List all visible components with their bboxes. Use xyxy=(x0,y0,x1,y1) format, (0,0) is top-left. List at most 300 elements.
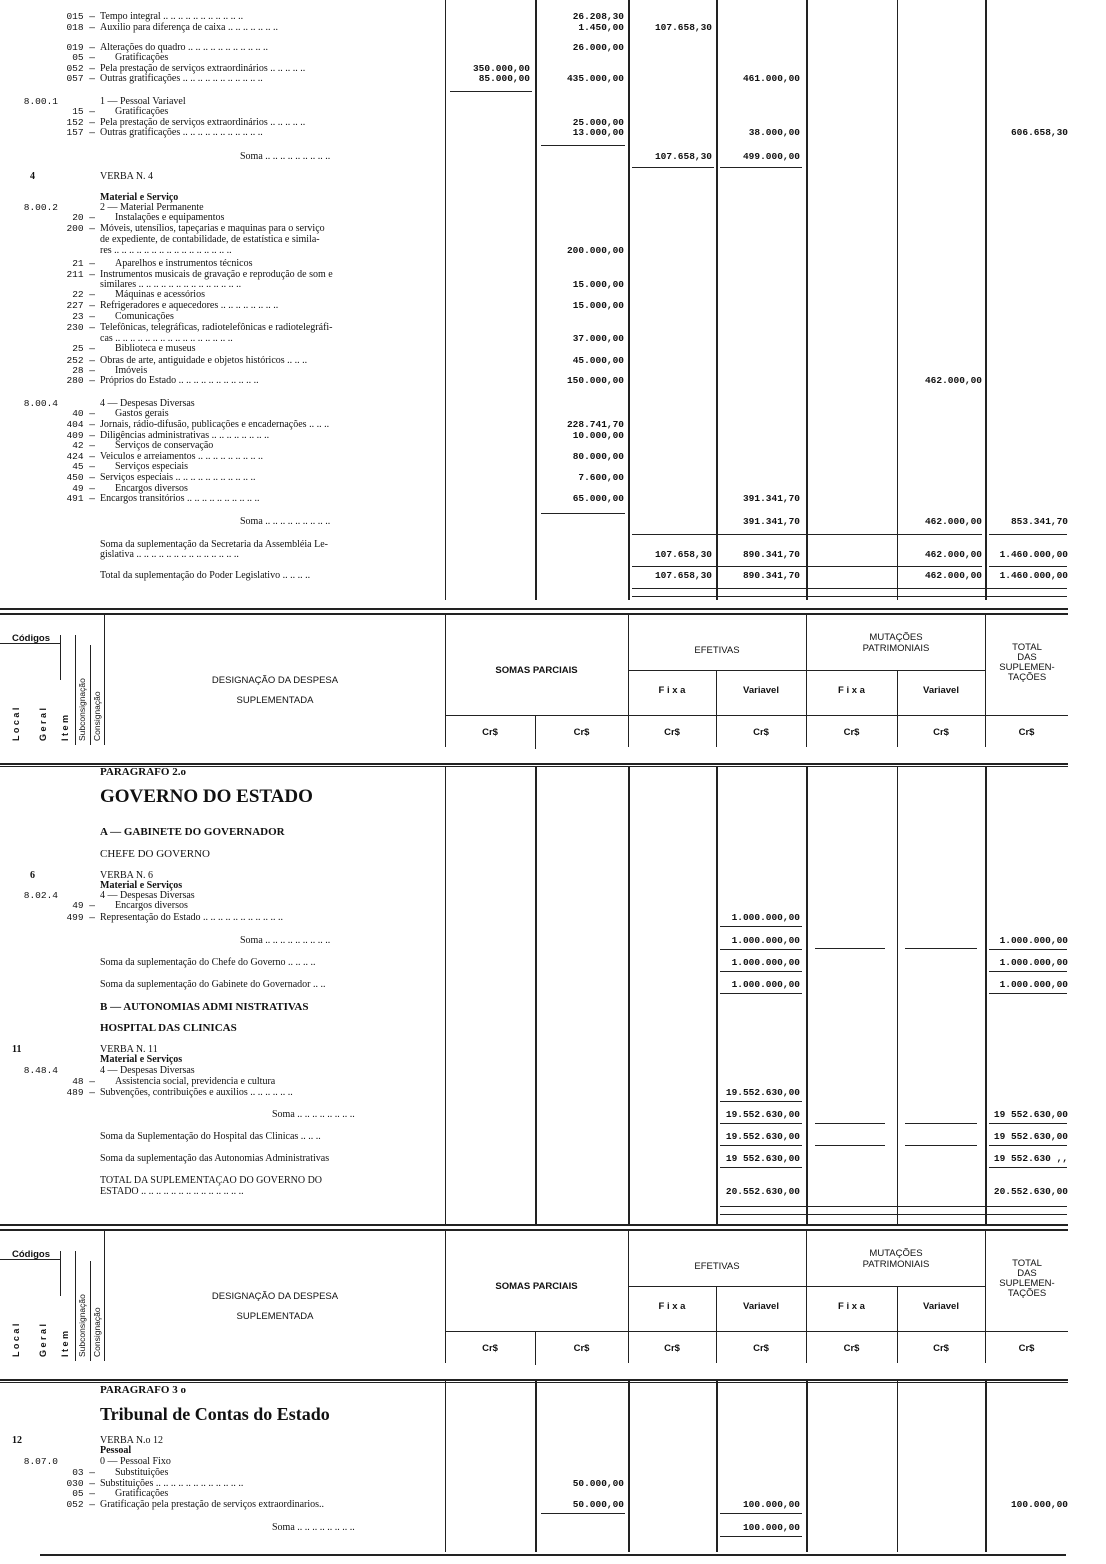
header-divider xyxy=(75,635,76,745)
line-text: Substituições .. .. .. .. .. .. .. .. .. .. .. .. xyxy=(100,1478,244,1489)
header-designacao: SUPLEMENTADA xyxy=(236,1311,314,1322)
value-total: 19 552.630 ,, xyxy=(993,1153,1068,1164)
sum-line xyxy=(989,1167,1067,1168)
section-border xyxy=(0,1229,1068,1231)
verba-heading: VERBA N. 11 xyxy=(100,1044,158,1055)
header-total: SUPLEMEN- xyxy=(999,1278,1055,1289)
sum-line xyxy=(720,949,802,950)
value-total: 1.000.000,00 xyxy=(999,935,1068,946)
value-sp2: 200.000,00 xyxy=(566,245,624,256)
line-text: Imóveis xyxy=(115,365,148,376)
header-currency: Cr$ xyxy=(1018,1343,1035,1354)
item-code: 21 — xyxy=(72,258,95,269)
item-code: 22 — xyxy=(72,289,95,300)
line-text: Gratificações xyxy=(115,106,169,117)
value-evar: 19 552.630,00 xyxy=(725,1153,800,1164)
item-code: 018 — xyxy=(66,22,95,33)
line-text: Máquinas e acessórios xyxy=(115,289,205,300)
sum-line xyxy=(989,971,1067,972)
divider xyxy=(628,0,630,600)
value-sp2: 228.741,70 xyxy=(566,419,624,430)
item-code: 49 — xyxy=(72,900,95,911)
header-line xyxy=(628,715,1068,716)
sum-line xyxy=(632,596,1067,597)
line-text: Subvenções, contribuições e auxilios .. .. .. .. .. .. xyxy=(100,1087,293,1098)
item-code: 057 — xyxy=(66,73,95,84)
value-evar: 1.000.000,00 xyxy=(731,979,800,990)
subsection-heading: HOSPITAL DAS CLINICAS xyxy=(100,1022,237,1034)
header-fixa: F i x a xyxy=(838,1301,865,1312)
section-title: GOVERNO DO ESTADO xyxy=(100,786,313,807)
line-text: Diligências administrativas .. .. .. .. .. .. .. .. xyxy=(100,430,270,441)
item-code: 157 — xyxy=(66,127,95,138)
line-text: cas .. .. .. .. .. .. .. .. .. .. .. .. .. .. .. .. xyxy=(100,333,233,344)
divider xyxy=(535,1380,537,1552)
item-code: 23 — xyxy=(72,311,95,322)
line-text: Alterações do quadro .. .. .. .. .. .. .. .. .. .. .. xyxy=(100,42,269,53)
value-evar: 38.000,00 xyxy=(748,127,800,138)
item-code: 499 — xyxy=(66,912,95,923)
line-text: ESTADO .. .. .. .. .. .. .. .. .. .. .. .. .. .. xyxy=(100,1186,244,1197)
item-code: 252 — xyxy=(66,355,95,366)
value-evar: 19.552.630,00 xyxy=(725,1109,800,1120)
item-code: 019 — xyxy=(66,42,95,53)
item-code: 211 — xyxy=(66,269,95,280)
item-code: 052 — xyxy=(66,1499,95,1510)
sum-line xyxy=(815,948,885,949)
item-code: 152 — xyxy=(66,117,95,128)
value-sp2: 150.000,00 xyxy=(566,375,624,386)
value-evar: 1.000.000,00 xyxy=(731,957,800,968)
header-designacao: SUPLEMENTADA xyxy=(236,695,314,706)
line-text: similares .. .. .. .. .. .. .. .. .. .. .. .. .. .. xyxy=(100,279,242,290)
local-code: 4 xyxy=(30,171,35,182)
header-fixa: F i x a xyxy=(838,685,865,696)
header-currency: Cr$ xyxy=(933,1343,949,1354)
item-code: 49 — xyxy=(72,483,95,494)
header-mutacoes: PATRIMONIAIS xyxy=(862,1259,930,1270)
line-text: res .. .. .. .. .. .. .. .. .. .. .. .. .. .. .. .. xyxy=(100,245,232,256)
header-total: TOTAL xyxy=(1012,642,1042,653)
line-text: Instrumentos musicais de gravação e reprodução de som e xyxy=(100,269,333,280)
sum-line xyxy=(720,971,802,972)
sum-line xyxy=(541,145,625,146)
sum-line xyxy=(989,993,1067,994)
local-code: 12 xyxy=(12,1435,22,1446)
line-text: gislativa .. .. .. .. .. .. .. .. .. .. .. .. .. .. xyxy=(100,549,239,560)
divider xyxy=(985,766,987,1226)
value-sp2: 26.208,30 xyxy=(572,11,624,22)
verba-heading: VERBA N.o 12 xyxy=(100,1435,164,1446)
header-designacao: DESIGNAÇÃO DA DESPESA xyxy=(211,1291,339,1302)
value-total: 19 552.630,00 xyxy=(993,1109,1068,1120)
section-border xyxy=(0,613,1068,615)
value-evar: 19.552.630,00 xyxy=(725,1087,800,1098)
header-currency: Cr$ xyxy=(573,727,590,738)
item-code: 25 — xyxy=(72,343,95,354)
header-local: L o c a l xyxy=(11,1323,21,1357)
header-variavel: Variavel xyxy=(923,685,959,696)
value-evar: 100.000,00 xyxy=(742,1522,800,1533)
value-sp2: 50.000,00 xyxy=(572,1478,624,1489)
divider xyxy=(806,1380,808,1552)
line-text: Soma da suplementação das Autonomias Administrativas xyxy=(100,1153,330,1164)
page-bottom-border xyxy=(40,1554,1066,1556)
header-geral: G e r a l xyxy=(38,1323,48,1357)
line-text: Representação do Estado .. .. .. .. .. .. .. .. .. .. .. xyxy=(100,912,284,923)
local-code: 11 xyxy=(12,1044,22,1055)
item-code: 45 — xyxy=(72,461,95,472)
line-text: Veiculos e arreiamentos .. .. .. .. .. .. .. .. .. xyxy=(100,451,264,462)
sum-line xyxy=(541,513,625,514)
header-divider xyxy=(104,615,105,745)
value-mfix: 462.000,00 xyxy=(924,549,982,560)
value-evar: 20.552.630,00 xyxy=(725,1186,800,1197)
geral-code: 8.07.0 xyxy=(23,1456,58,1467)
sum-line xyxy=(720,1145,802,1146)
item-code: 424 — xyxy=(66,451,95,462)
line-text: Substituições xyxy=(115,1467,169,1478)
verba-heading: VERBA N. 6 xyxy=(100,870,154,881)
item-code: 489 — xyxy=(66,1087,95,1098)
header-currency: Cr$ xyxy=(753,727,769,738)
header-local: L o c a l xyxy=(11,707,21,741)
line-text: Próprios do Estado .. .. .. .. .. .. .. .. .. .. .. xyxy=(100,375,259,386)
soma-label: Soma .. .. .. .. .. .. .. .. .. xyxy=(240,516,331,527)
section-border xyxy=(0,1224,1068,1226)
sum-line xyxy=(632,167,714,168)
line-text: Comunicações xyxy=(115,311,174,322)
value-efix: 107.658,30 xyxy=(654,549,712,560)
line-text: Material e Serviço xyxy=(100,192,179,203)
header-mutacoes: MUTAÇÕES xyxy=(869,1248,923,1259)
divider xyxy=(535,0,537,600)
line-text: 4 — Despesas Diversas xyxy=(100,890,195,901)
sum-line xyxy=(720,993,802,994)
header-variavel: Variavel xyxy=(743,685,779,696)
geral-code: 8.00.2 xyxy=(23,202,58,213)
value-sp2: 15.000,00 xyxy=(572,279,624,290)
item-code: 42 — xyxy=(72,440,95,451)
sum-line xyxy=(720,1536,802,1537)
header-subconsignacao: Subconsignação xyxy=(77,1294,87,1357)
line-text: Pela prestação de serviços extraordinários .. .. .. .. .. xyxy=(100,63,306,74)
header-line xyxy=(628,670,986,671)
line-text: Biblioteca e museus xyxy=(115,343,196,354)
divider xyxy=(985,1380,987,1552)
header-consignacao: Consignação xyxy=(92,1307,102,1357)
header-currency: Cr$ xyxy=(482,1343,498,1354)
header-designacao: DESIGNAÇÃO DA DESPESA xyxy=(211,675,339,686)
header-currency: Cr$ xyxy=(482,727,498,738)
value-evar: 391.341,70 xyxy=(742,493,800,504)
value-efix: 107.658,30 xyxy=(654,22,712,33)
line-text: Telefônicas, telegráficas, radiotelefônicas e radiotelegráfi- xyxy=(100,322,333,333)
item-code: 450 — xyxy=(66,472,95,483)
line-text: Soma da suplementação do Chefe do Governo .. .. .. .. xyxy=(100,957,316,968)
sum-line xyxy=(815,1123,885,1124)
divider xyxy=(628,1380,630,1552)
geral-code: 8.00.1 xyxy=(23,96,58,107)
subsection-heading: A — GABINETE DO GOVERNADOR xyxy=(100,826,285,838)
item-code: 200 — xyxy=(66,223,95,234)
sum-line xyxy=(541,1513,625,1514)
sum-line xyxy=(720,926,802,927)
local-code: 6 xyxy=(30,870,35,881)
value-efix: 107.658,30 xyxy=(654,570,712,581)
header-currency: Cr$ xyxy=(573,1343,590,1354)
header-total: DAS xyxy=(1017,1268,1037,1279)
line-text: Pessoal xyxy=(100,1445,132,1456)
item-code: 280 — xyxy=(66,375,95,386)
value-mfix: 462.000,00 xyxy=(924,375,982,386)
value-total: 1.460.000,00 xyxy=(999,549,1068,560)
line-text: Aparelhos e instrumentos técnicos xyxy=(115,258,253,269)
value-evar: 499.000,00 xyxy=(742,151,800,162)
item-code: 230 — xyxy=(66,322,95,333)
divider xyxy=(445,0,446,600)
value-evar: 890.341,70 xyxy=(742,570,800,581)
sum-line xyxy=(989,949,1067,950)
line-text: Jornais, rádio-difusão, publicações e encadernações .. .. .. xyxy=(100,419,330,430)
header-item: I t e m xyxy=(60,1330,70,1357)
sum-line xyxy=(905,948,977,949)
header-border xyxy=(0,766,1068,767)
section-title: Tribunal de Contas do Estado xyxy=(100,1404,330,1424)
line-text: Total da suplementação do Poder Legislativo .. .. .. .. xyxy=(100,570,311,581)
value-sp2: 1.450,00 xyxy=(578,22,624,33)
header-total: SUPLEMEN- xyxy=(999,662,1055,673)
line-text: Gratificação pela prestação de serviços extraordinarios.. xyxy=(100,1499,325,1510)
item-code: 227 — xyxy=(66,300,95,311)
header-total: DAS xyxy=(1017,652,1037,663)
divider xyxy=(445,766,446,1226)
value-sp1: 85.000,00 xyxy=(478,73,530,84)
value-evar: 1.000.000,00 xyxy=(731,912,800,923)
header-somas-parciais: SOMAS PARCIAIS xyxy=(495,1281,578,1292)
value-sp2: 25.000,00 xyxy=(572,117,624,128)
item-code: 48 — xyxy=(72,1076,95,1087)
divider xyxy=(985,0,987,600)
value-sp2: 26.000,00 xyxy=(572,42,624,53)
item-code: 030 — xyxy=(66,1478,95,1489)
value-sp2: 80.000,00 xyxy=(572,451,624,462)
sum-line xyxy=(989,1123,1067,1124)
header-total: TOTAL xyxy=(1012,1258,1042,1269)
value-sp2: 37.000,00 xyxy=(572,333,624,344)
header-total: TAÇÕES xyxy=(1007,1288,1047,1299)
header-subconsignacao: Subconsignação xyxy=(77,678,87,741)
header-border xyxy=(0,763,1068,765)
divider xyxy=(716,0,718,600)
line-text: Encargos transitórios .. .. .. .. .. .. .. .. .. .. xyxy=(100,493,260,504)
header-efetivas: EFETIVAS xyxy=(694,645,740,656)
item-code: 20 — xyxy=(72,212,95,223)
line-text: Material e Serviços xyxy=(100,1054,183,1065)
line-text: Serviços de conservação xyxy=(115,440,214,451)
header-codigos: Códigos xyxy=(12,633,50,644)
value-total: 1.000.000,00 xyxy=(999,979,1068,990)
line-text: Auxilio para diferença de caixa .. .. .. .. .. .. .. xyxy=(100,22,278,33)
sum-line xyxy=(989,1145,1067,1146)
sum-line xyxy=(632,566,982,567)
sum-line xyxy=(720,1167,802,1168)
section-border xyxy=(0,608,1068,610)
value-total: 853.341,70 xyxy=(1010,516,1068,527)
value-total: 1.000.000,00 xyxy=(999,957,1068,968)
soma-label: Soma .. .. .. .. .. .. .. .. .. xyxy=(240,151,331,162)
line-text: Instalações e equipamentos xyxy=(115,212,225,223)
divider xyxy=(897,766,898,1226)
header-total: TAÇÕES xyxy=(1007,672,1047,683)
sum-line xyxy=(905,1145,977,1146)
value-total: 1.460.000,00 xyxy=(999,570,1068,581)
sum-line xyxy=(450,91,532,92)
line-text: Móveis, utensílios, tapeçarias e maquinas para o serviço xyxy=(100,223,325,234)
value-evar: 1.000.000,00 xyxy=(731,935,800,946)
divider xyxy=(806,0,808,600)
header-divider xyxy=(104,1231,105,1361)
header-mutacoes: MUTAÇÕES xyxy=(869,632,923,643)
header-divider xyxy=(90,1261,91,1361)
value-evar: 19.552.630,00 xyxy=(725,1131,800,1142)
header-divider xyxy=(60,1251,61,1296)
value-efix: 107.658,30 xyxy=(654,151,712,162)
divider xyxy=(897,1380,898,1552)
sum-line xyxy=(720,1101,802,1102)
geral-code: 8.48.4 xyxy=(23,1065,58,1076)
sum-line xyxy=(720,1214,1067,1215)
header-currency: Cr$ xyxy=(933,727,949,738)
header-consignacao: Consignação xyxy=(92,691,102,741)
value-evar: 100.000,00 xyxy=(742,1499,800,1510)
item-code: 28 — xyxy=(72,365,95,376)
value-evar: 391.341,70 xyxy=(742,516,800,527)
value-sp2: 15.000,00 xyxy=(572,300,624,311)
header-line xyxy=(628,1286,986,1287)
sum-line xyxy=(905,1123,977,1124)
line-text: Obras de arte, antiguidade e objetos históricos .. .. .. xyxy=(100,355,308,366)
divider xyxy=(445,1380,446,1552)
item-code: 052 — xyxy=(66,63,95,74)
header-line xyxy=(628,1331,1068,1332)
sum-line xyxy=(632,534,982,535)
header-currency: Cr$ xyxy=(1018,727,1035,738)
header-geral: G e r a l xyxy=(38,707,48,741)
line-text: Gratificações xyxy=(115,52,169,63)
soma-label: Soma .. .. .. .. .. .. .. .. xyxy=(272,1522,355,1533)
value-total: 606.658,30 xyxy=(1010,127,1068,138)
value-sp2: 10.000,00 xyxy=(572,430,624,441)
header-fixa: F i x a xyxy=(658,1301,686,1312)
line-text: 2 — Material Permanente xyxy=(100,202,204,213)
line-text: 4 — Despesas Diversas xyxy=(100,398,195,409)
value-sp1: 350.000,00 xyxy=(472,63,530,74)
header-mutacoes: PATRIMONIAIS xyxy=(862,643,930,654)
header-codigos: Códigos xyxy=(12,1249,50,1260)
sum-line xyxy=(989,534,1067,535)
line-text: Tempo integral .. .. .. .. .. .. .. .. .. .. .. xyxy=(100,11,244,22)
paragraph-heading: PARAGRAFO 2.o xyxy=(100,766,186,778)
line-text: 1 — Pessoal Variavel xyxy=(100,96,186,107)
value-sp2: 7.600,00 xyxy=(578,472,624,483)
sum-line xyxy=(720,167,802,168)
line-text: Gratificações xyxy=(115,1488,169,1499)
value-total: 20.552.630,00 xyxy=(993,1186,1068,1197)
header-currency: Cr$ xyxy=(664,727,680,738)
header-currency: Cr$ xyxy=(753,1343,769,1354)
item-code: 404 — xyxy=(66,419,95,430)
value-mfix: 462.000,00 xyxy=(924,570,982,581)
line-text: Serviços especiais xyxy=(115,461,189,472)
divider xyxy=(535,766,537,1226)
divider xyxy=(897,0,898,600)
line-text: Refrigeradores e aquecedores .. .. .. .. .. .. .. .. xyxy=(100,300,279,311)
item-code: 40 — xyxy=(72,408,95,419)
line-text: 4 — Despesas Diversas xyxy=(100,1065,195,1076)
line-text: Gastos gerais xyxy=(115,408,169,419)
line-text: Outras gratificações .. .. .. .. .. .. .. .. .. .. .. xyxy=(100,73,263,84)
paragraph-heading: PARAGRAFO 3 o xyxy=(100,1384,186,1396)
value-evar: 461.000,00 xyxy=(742,73,800,84)
line-text: Soma da Suplementação do Hospital das Clinicas .. .. .. xyxy=(100,1131,321,1142)
header-currency: Cr$ xyxy=(843,1343,860,1354)
header-border xyxy=(0,1382,1068,1383)
line-text: 0 — Pessoal Fixo xyxy=(100,1456,171,1467)
header-item: I t e m xyxy=(60,714,70,741)
line-text: Soma da suplementação da Secretaria da Assembléia Le- xyxy=(100,539,328,550)
item-code: 05 — xyxy=(72,1488,95,1499)
value-sp2: 13.000,00 xyxy=(572,127,624,138)
header-variavel: Variavel xyxy=(923,1301,959,1312)
line-text: Material e Serviços xyxy=(100,880,183,891)
line-text: Serviços especiais .. .. .. .. .. .. .. .. .. .. .. xyxy=(100,472,256,483)
item-code: 03 — xyxy=(72,1467,95,1478)
header-somas-parciais: SOMAS PARCIAIS xyxy=(495,665,578,676)
sum-line xyxy=(989,566,1067,567)
header-currency: Cr$ xyxy=(664,1343,680,1354)
header-line xyxy=(445,1331,628,1332)
header-divider xyxy=(90,645,91,745)
line-text: Encargos diversos xyxy=(115,900,188,911)
value-sp2: 435.000,00 xyxy=(566,73,624,84)
value-mfix: 462.000,00 xyxy=(924,516,982,527)
line-text: Soma da suplementação do Gabinete do Governador .. .. xyxy=(100,979,326,990)
value-sp2: 65.000,00 xyxy=(572,493,624,504)
header-fixa: F i x a xyxy=(658,685,686,696)
header-line xyxy=(445,715,628,716)
sum-line xyxy=(720,1123,802,1124)
item-code: 15 — xyxy=(72,106,95,117)
line-text: VERBA N. 4 xyxy=(100,171,154,182)
header-divider xyxy=(75,1251,76,1361)
value-evar: 890.341,70 xyxy=(742,549,800,560)
divider xyxy=(806,766,808,1226)
value-sp2: 45.000,00 xyxy=(572,355,624,366)
sum-line xyxy=(720,1206,1067,1207)
soma-label: Soma .. .. .. .. .. .. .. .. .. xyxy=(240,935,331,946)
header-divider xyxy=(60,635,61,680)
value-total: 19 552.630,00 xyxy=(993,1131,1068,1142)
header-variavel: Variavel xyxy=(743,1301,779,1312)
header-currency: Cr$ xyxy=(843,727,860,738)
line-text: Pela prestação de serviços extraordinários .. .. .. .. .. xyxy=(100,117,306,128)
header-efetivas: EFETIVAS xyxy=(694,1261,740,1272)
item-code: 409 — xyxy=(66,430,95,441)
value-total: 100.000,00 xyxy=(1010,1499,1068,1510)
divider xyxy=(628,766,630,1226)
sum-line xyxy=(632,588,1067,589)
